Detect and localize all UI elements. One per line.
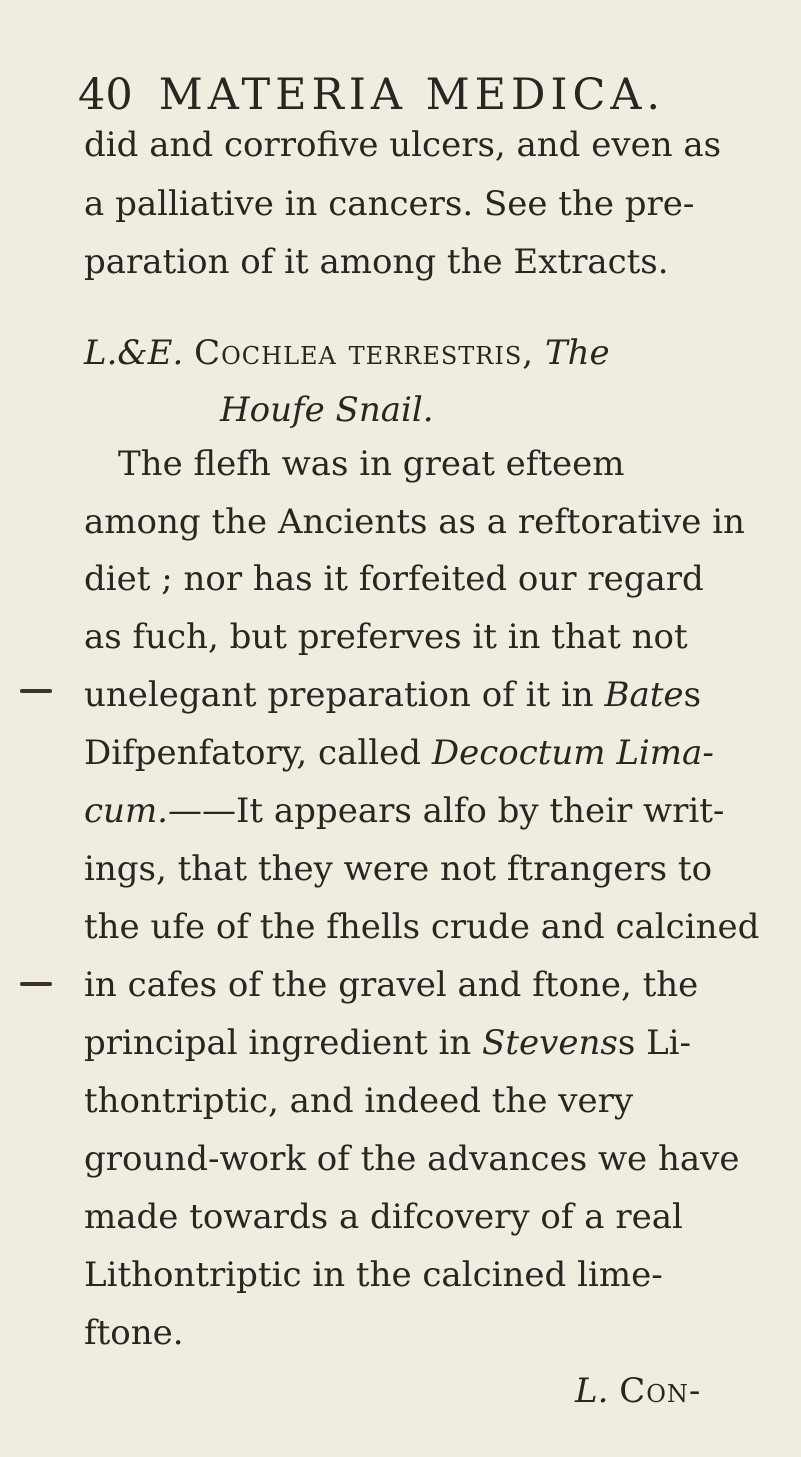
catchword — [575, 1371, 702, 1411]
text-line: paration of it among the Extracts. — [84, 242, 669, 282]
entry-heading — [84, 333, 610, 373]
text-line: The flefh was in great efteem — [118, 444, 625, 484]
text-line: principal ingredient in Stevenss Li- — [84, 1023, 692, 1063]
text-line: did and corrofive ulcers, and even as — [84, 125, 722, 165]
text-line: diet ; nor has it forfeited our regard — [84, 559, 704, 599]
text-line: Lithontriptic in the calcined lime- — [84, 1255, 663, 1295]
text-line: thontriptic, and indeed the very — [84, 1081, 634, 1121]
text-line: a palliative in cancers. See the pre- — [84, 184, 695, 224]
text-line: the ufe of the fhells crude and calcined — [84, 907, 760, 947]
catchword-letter: L. — [575, 1371, 609, 1411]
latin-term: Decoctum Lima- — [431, 733, 714, 773]
catchword-text: Con- — [619, 1371, 702, 1411]
text-line: ground-work of the advances we have — [84, 1139, 740, 1179]
margin-mark — [20, 982, 52, 986]
latin-name: Cochlea terrestris, — [194, 333, 535, 373]
text-line: ftone. — [84, 1313, 184, 1353]
text-line: Difpenfatory, called Decoctum Lima- — [84, 733, 714, 773]
running-header — [78, 70, 698, 120]
pharmacopoeia-mark: L.&E. — [84, 333, 184, 373]
english-name-cont: Houfe Snail. — [220, 390, 434, 430]
margin-mark — [20, 689, 52, 693]
text-line: unelegant preparation of it in Bates — [84, 675, 702, 715]
text-line: among the Ancients as a reftorative in — [84, 502, 745, 542]
text-line: in cafes of the gravel and ftone, the — [84, 965, 699, 1005]
latin-term-cont: cum. — [84, 791, 168, 831]
author-name: Stevens — [482, 1023, 618, 1063]
author-name: Bate — [604, 675, 684, 715]
text-line: as fuch, but preferves it in that not — [84, 617, 688, 657]
running-title: MATERIA MEDICA. — [158, 70, 666, 120]
text-line: made towards a difcovery of a real — [84, 1197, 683, 1237]
text-line: cum.——It appears alfo by their writ- — [84, 791, 725, 831]
text-line: ings, that they were not ftrangers to — [84, 849, 713, 889]
english-name: The — [544, 333, 610, 373]
entry-subheading — [220, 390, 434, 430]
page-number: 40 — [78, 70, 133, 120]
